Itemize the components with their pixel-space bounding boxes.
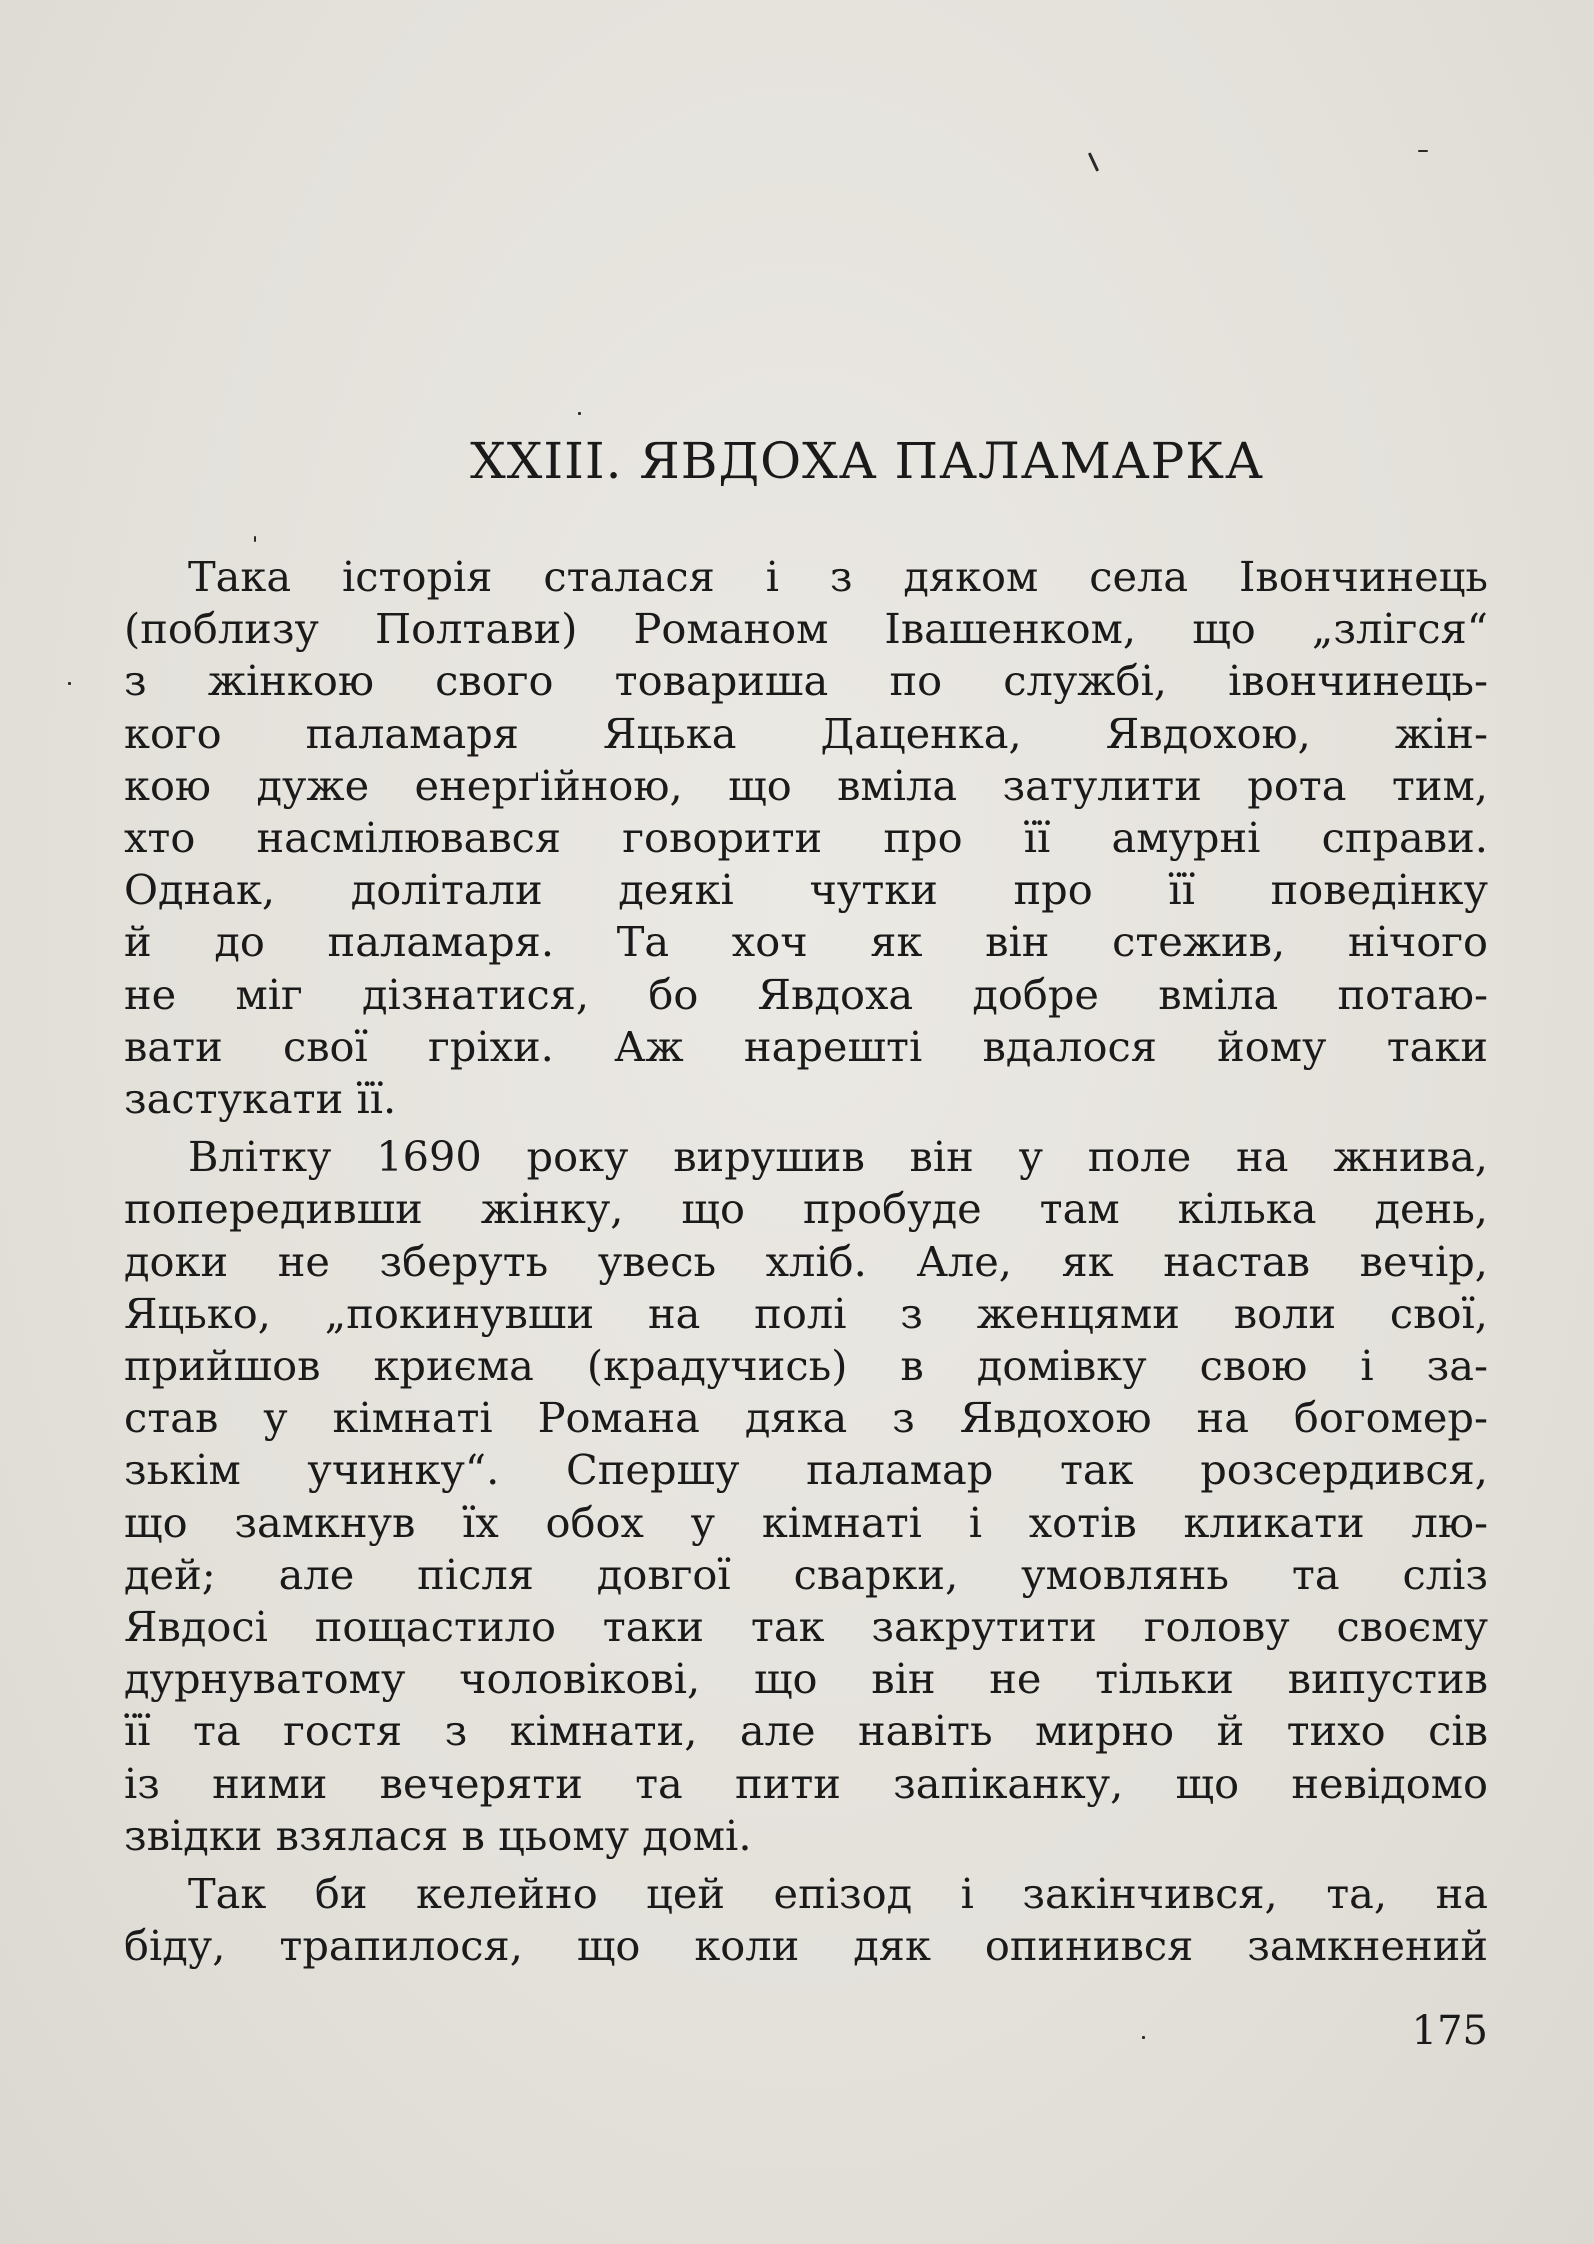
- text-line: кого паламаря Яцька Даценка, Явдохою, жін-: [124, 708, 1488, 758]
- text-line: Однак, долітали деякі чутки про її поведінку: [124, 865, 1488, 915]
- text-line: дей; але після довгої сварки, умовлянь та сліз: [124, 1549, 1488, 1599]
- text-line: прийшов криєма (крадучись) в домівку свою і за-: [124, 1341, 1488, 1391]
- text-line: що замкнув їх обох у кімнаті і хотів кликати лю-: [124, 1497, 1488, 1547]
- text-line: з жінкою свого товариша по службі, івончинець-: [124, 656, 1488, 706]
- text-line: доки не зберуть увесь хліб. Але, як настав вечір,: [124, 1236, 1488, 1286]
- text-line: й до паламаря. Та хоч як він стежив, нічого: [124, 917, 1488, 967]
- text-line: звідки взялася в цьому домі.: [124, 1810, 752, 1860]
- scan-speck: [68, 682, 71, 685]
- scan-speck: [1142, 2036, 1145, 2039]
- text-line: Така історія сталася і з дяком села Івончинець: [188, 552, 1488, 601]
- scan-speck: [254, 536, 256, 542]
- text-line: застукати її.: [124, 1074, 397, 1124]
- text-line: попередивши жінку, що пробуде там кілька день,: [124, 1184, 1488, 1234]
- text-line: зькім учинку“. Спершу паламар так розсердився,: [124, 1445, 1488, 1495]
- text-line: (поблизу Полтави) Романом Івашенком, що „злігся“: [124, 604, 1488, 654]
- scan-speck: [1088, 152, 1099, 171]
- text-line: не міг дізнатися, бо Явдоха добре вміла потаю-: [124, 969, 1488, 1019]
- scan-speck: [578, 412, 581, 415]
- text-line: її та гостя з кімнати, але навіть мирно й тихо сів: [124, 1706, 1488, 1756]
- text-line: вати свої гріхи. Аж нарешті вдалося йому таки: [124, 1021, 1488, 1071]
- text-line: із ними вечеряти та пити запіканку, що невідомо: [124, 1758, 1488, 1808]
- text-line: кою дуже енерґійною, що вміла затулити рота тим,: [124, 760, 1488, 810]
- text-line: дурнуватому чоловікові, що він не тільки випустив: [124, 1654, 1488, 1704]
- text-line: став у кімнаті Романа дяка з Явдохою на богомер-: [124, 1393, 1488, 1443]
- chapter-body: [124, 551, 1488, 1972]
- text-line: біду, трапилося, що коли дяк опинився замкнений: [124, 1921, 1488, 1971]
- text-line: Влітку 1690 року вирушив він у поле на жнива,: [188, 1132, 1488, 1182]
- text-line: Яцько, „покинувши на полі з женцями воли свої,: [124, 1288, 1488, 1338]
- text-line: Явдосі пощастило таки так закрутити голову своєму: [124, 1602, 1488, 1652]
- scan-speck: [1418, 150, 1428, 152]
- chapter-title: XXIII. ЯВДОХА ПАЛАМАРКА: [470, 432, 1264, 490]
- text-line: Так би келейно цей епізод і закінчився, та, на: [188, 1869, 1488, 1919]
- page-number: 175: [1411, 2008, 1488, 2054]
- text-line: хто насмілювався говорити про її амурні справи.: [124, 813, 1488, 863]
